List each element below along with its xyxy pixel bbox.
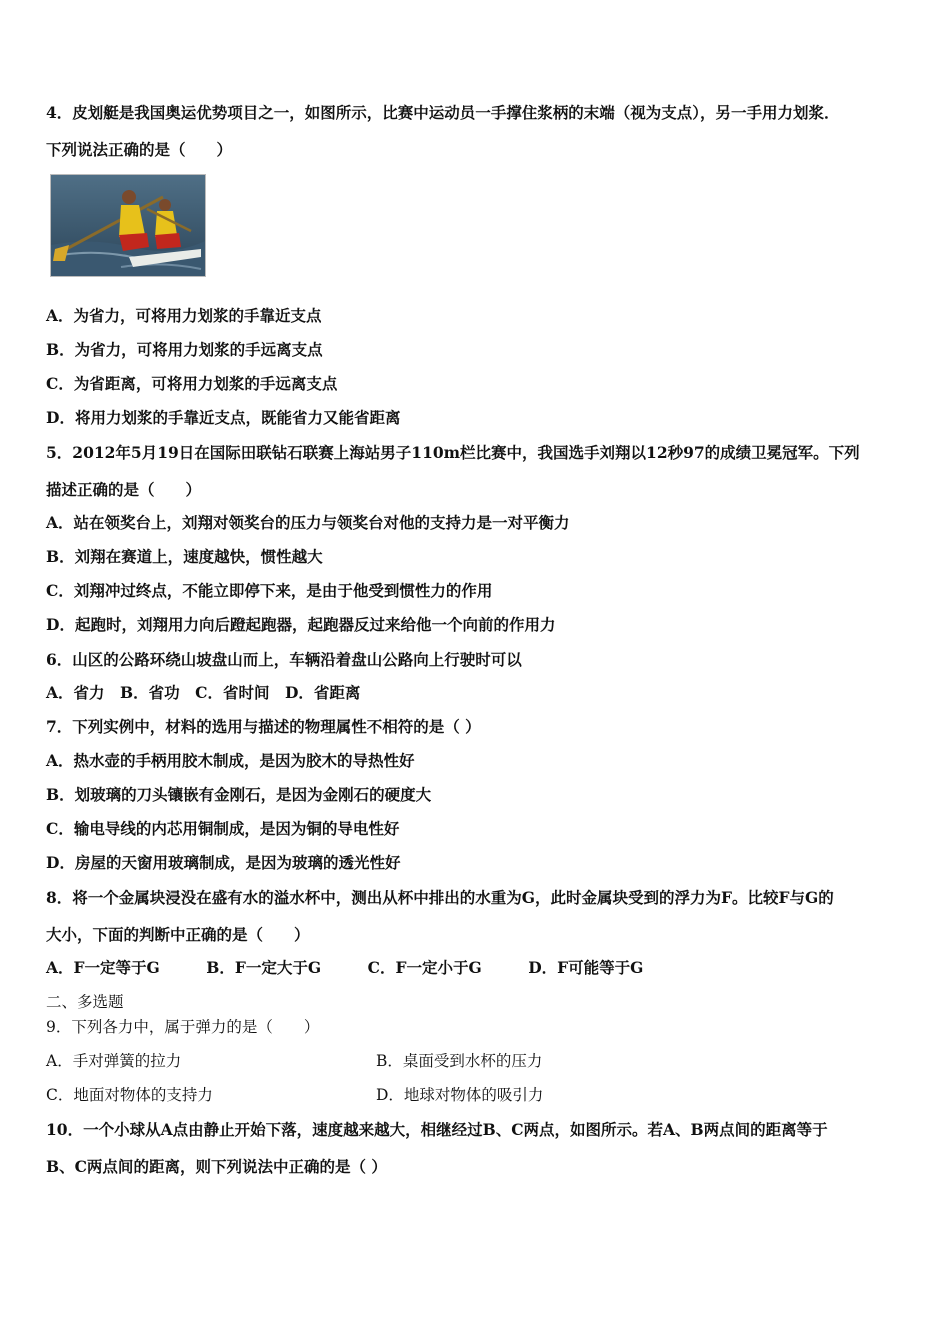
q9-stem: 9．下列各力中，属于弹力的是（ ） — [46, 1018, 320, 1036]
q4-option-d: D．将用力划浆的手靠近支点，既能省力又能省距离 — [46, 408, 401, 427]
q9-option-c: C．地面对物体的支持力 — [46, 1086, 213, 1104]
q4-option-b: B．为省力，可将用力划浆的手远离支点 — [46, 340, 323, 359]
q5-option-a: A．站在领奖台上，刘翔对领奖台的压力与领奖台对他的支持力是一对平衡力 — [46, 513, 570, 532]
q7-option-a: A．热水壶的手柄用胶木制成，是因为胶木的导热性好 — [46, 751, 415, 770]
q5-stem-line1: 5．2012年5月19日在国际田联钻石联赛上海站男子110m栏比赛中，我国选手刘翔以12秒97的成绩卫冕冠军。下列 — [46, 443, 860, 462]
q8-stem-line1: 8．将一个金属块浸没在盛有水的溢水杯中，测出从杯中排出的水重为G，此时金属块受到的浮力为F。比较F与G的 — [46, 888, 834, 907]
q9-option-d: D．地球对物体的吸引力 — [376, 1086, 544, 1104]
q4-option-a: A．为省力，可将用力划浆的手靠近支点 — [46, 306, 322, 325]
q8-options: A．F一定等于G B．F一定大于G C．F一定小于G D．F可能等于G — [46, 958, 644, 977]
q4-stem-line1: 4．皮划艇是我国奥运优势项目之一，如图所示，比赛中运动员一手撑住浆柄的末端（视为支点），另一手用力划浆． — [46, 103, 840, 122]
q5-option-d: D．起跑时，刘翔用力向后蹬起跑器，起跑器反过来给他一个向前的作用力 — [46, 615, 556, 634]
q10-stem-line2: B、C两点间的距离，则下列说法中正确的是（ ） — [46, 1157, 387, 1176]
q7-option-c: C．输电导线的内芯用铜制成，是因为铜的导电性好 — [46, 819, 400, 838]
q7-option-d: D．房屋的天窗用玻璃制成，是因为玻璃的透光性好 — [46, 853, 401, 872]
q4-option-c: C．为省距离，可将用力划浆的手远离支点 — [46, 374, 338, 393]
q5-option-c: C．刘翔冲过终点，不能立即停下来，是由于他受到惯性力的作用 — [46, 581, 493, 600]
q7-stem: 7．下列实例中，材料的选用与描述的物理属性不相符的是（ ） — [46, 717, 481, 736]
section-heading: 二、多选题 — [46, 993, 124, 1011]
q6-options: A．省力 B．省功 C．省时间 D．省距离 — [46, 683, 361, 702]
q4-stem-line2: 下列说法正确的是（ ） — [46, 140, 233, 159]
q9-option-a: A．手对弹簧的拉力 — [46, 1052, 182, 1070]
q5-stem-line2: 描述正确的是（ ） — [46, 480, 202, 499]
q8-stem-line2: 大小，下面的判断中正确的是（ ） — [46, 925, 310, 944]
q6-stem: 6．山区的公路环绕山坡盘山而上，车辆沿着盘山公路向上行驶时可以 — [46, 650, 522, 669]
kayak-photo — [50, 174, 206, 277]
q10-stem-line1: 10．一个小球从A点由静止开始下落，速度越来越大，相继经过B、C两点，如图所示。若A、B两点间的距离等于 — [46, 1120, 828, 1139]
q5-option-b: B．刘翔在赛道上，速度越快，惯性越大 — [46, 547, 323, 566]
q9-option-b: B．桌面受到水杯的压力 — [376, 1052, 543, 1070]
q7-option-b: B．划玻璃的刀头镶嵌有金刚石，是因为金刚石的硬度大 — [46, 785, 432, 804]
